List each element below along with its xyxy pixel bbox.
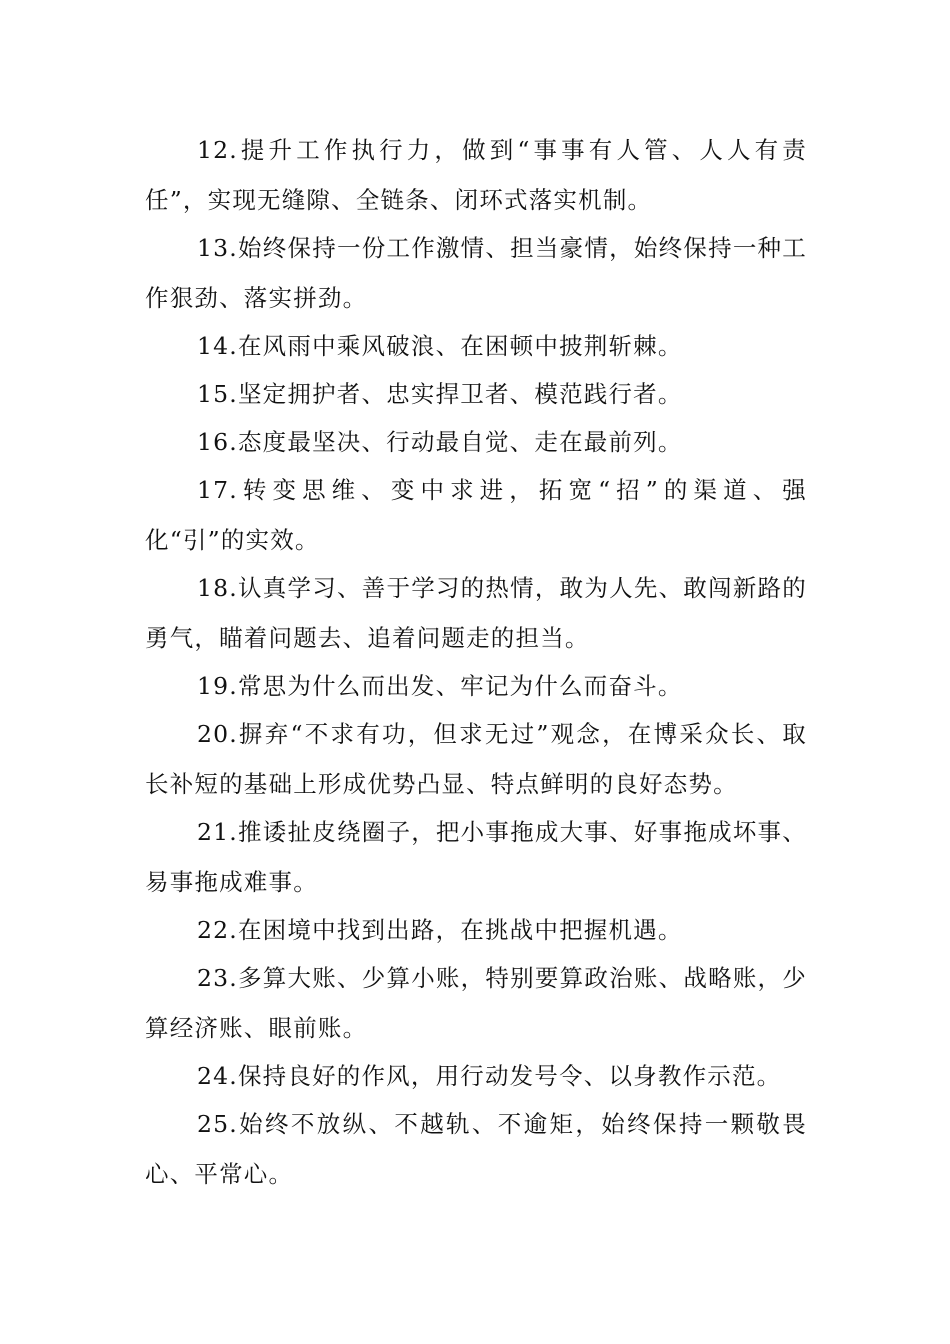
paragraph-14: 14.在风雨中乘风破浪、在困顿中披荆斩棘。 [197,332,683,360]
paragraph-22: 22.在困境中找到出路，在挑战中把握机遇。 [197,916,683,944]
paragraph-24: 24.保持良好的作风，用行动发号令、以身教作示范。 [197,1062,782,1090]
paragraph-19: 19.常思为什么而出发、牢记为什么而奋斗。 [197,672,683,700]
paragraph-18: 18.认真学习、善于学习的热情，敢为人先、敢闯新路的勇气，瞄着问题去、追着问题走的担当。 [145,574,807,652]
paragraph-13: 13.始终保持一份工作激情、担当豪情，始终保持一种工作狠劲、落实拼劲。 [145,234,807,312]
paragraph-23: 23.多算大账、少算小账，特别要算政治账、战略账，少算经济账、眼前账。 [145,964,807,1042]
paragraph-15: 15.坚定拥护者、忠实捍卫者、模范践行者。 [197,380,683,408]
document-body [145,125,807,1197]
paragraph-25: 25.始终不放纵、不越轨、不逾矩，始终保持一颗敬畏心、平常心。 [145,1110,807,1188]
paragraph-20: 20.摒弃“不求有功，但求无过”观念，在博采众长、取长补短的基础上形成优势凸显、特点鲜明的良好态势。 [145,720,807,798]
paragraph-12: 12.提升工作执行力，做到“事事有人管、人人有责任”，实现无缝隙、全链条、闭环式落实机制。 [145,136,807,214]
paragraph-17: 17.转变思维、变中求进，拓宽“招”的渠道、强化“引”的实效。 [145,476,808,554]
paragraph-16: 16.态度最坚决、行动最自觉、走在最前列。 [197,428,683,456]
paragraph-21: 21.推诿扯皮绕圈子，把小事拖成大事、好事拖成坏事、易事拖成难事。 [145,818,807,896]
